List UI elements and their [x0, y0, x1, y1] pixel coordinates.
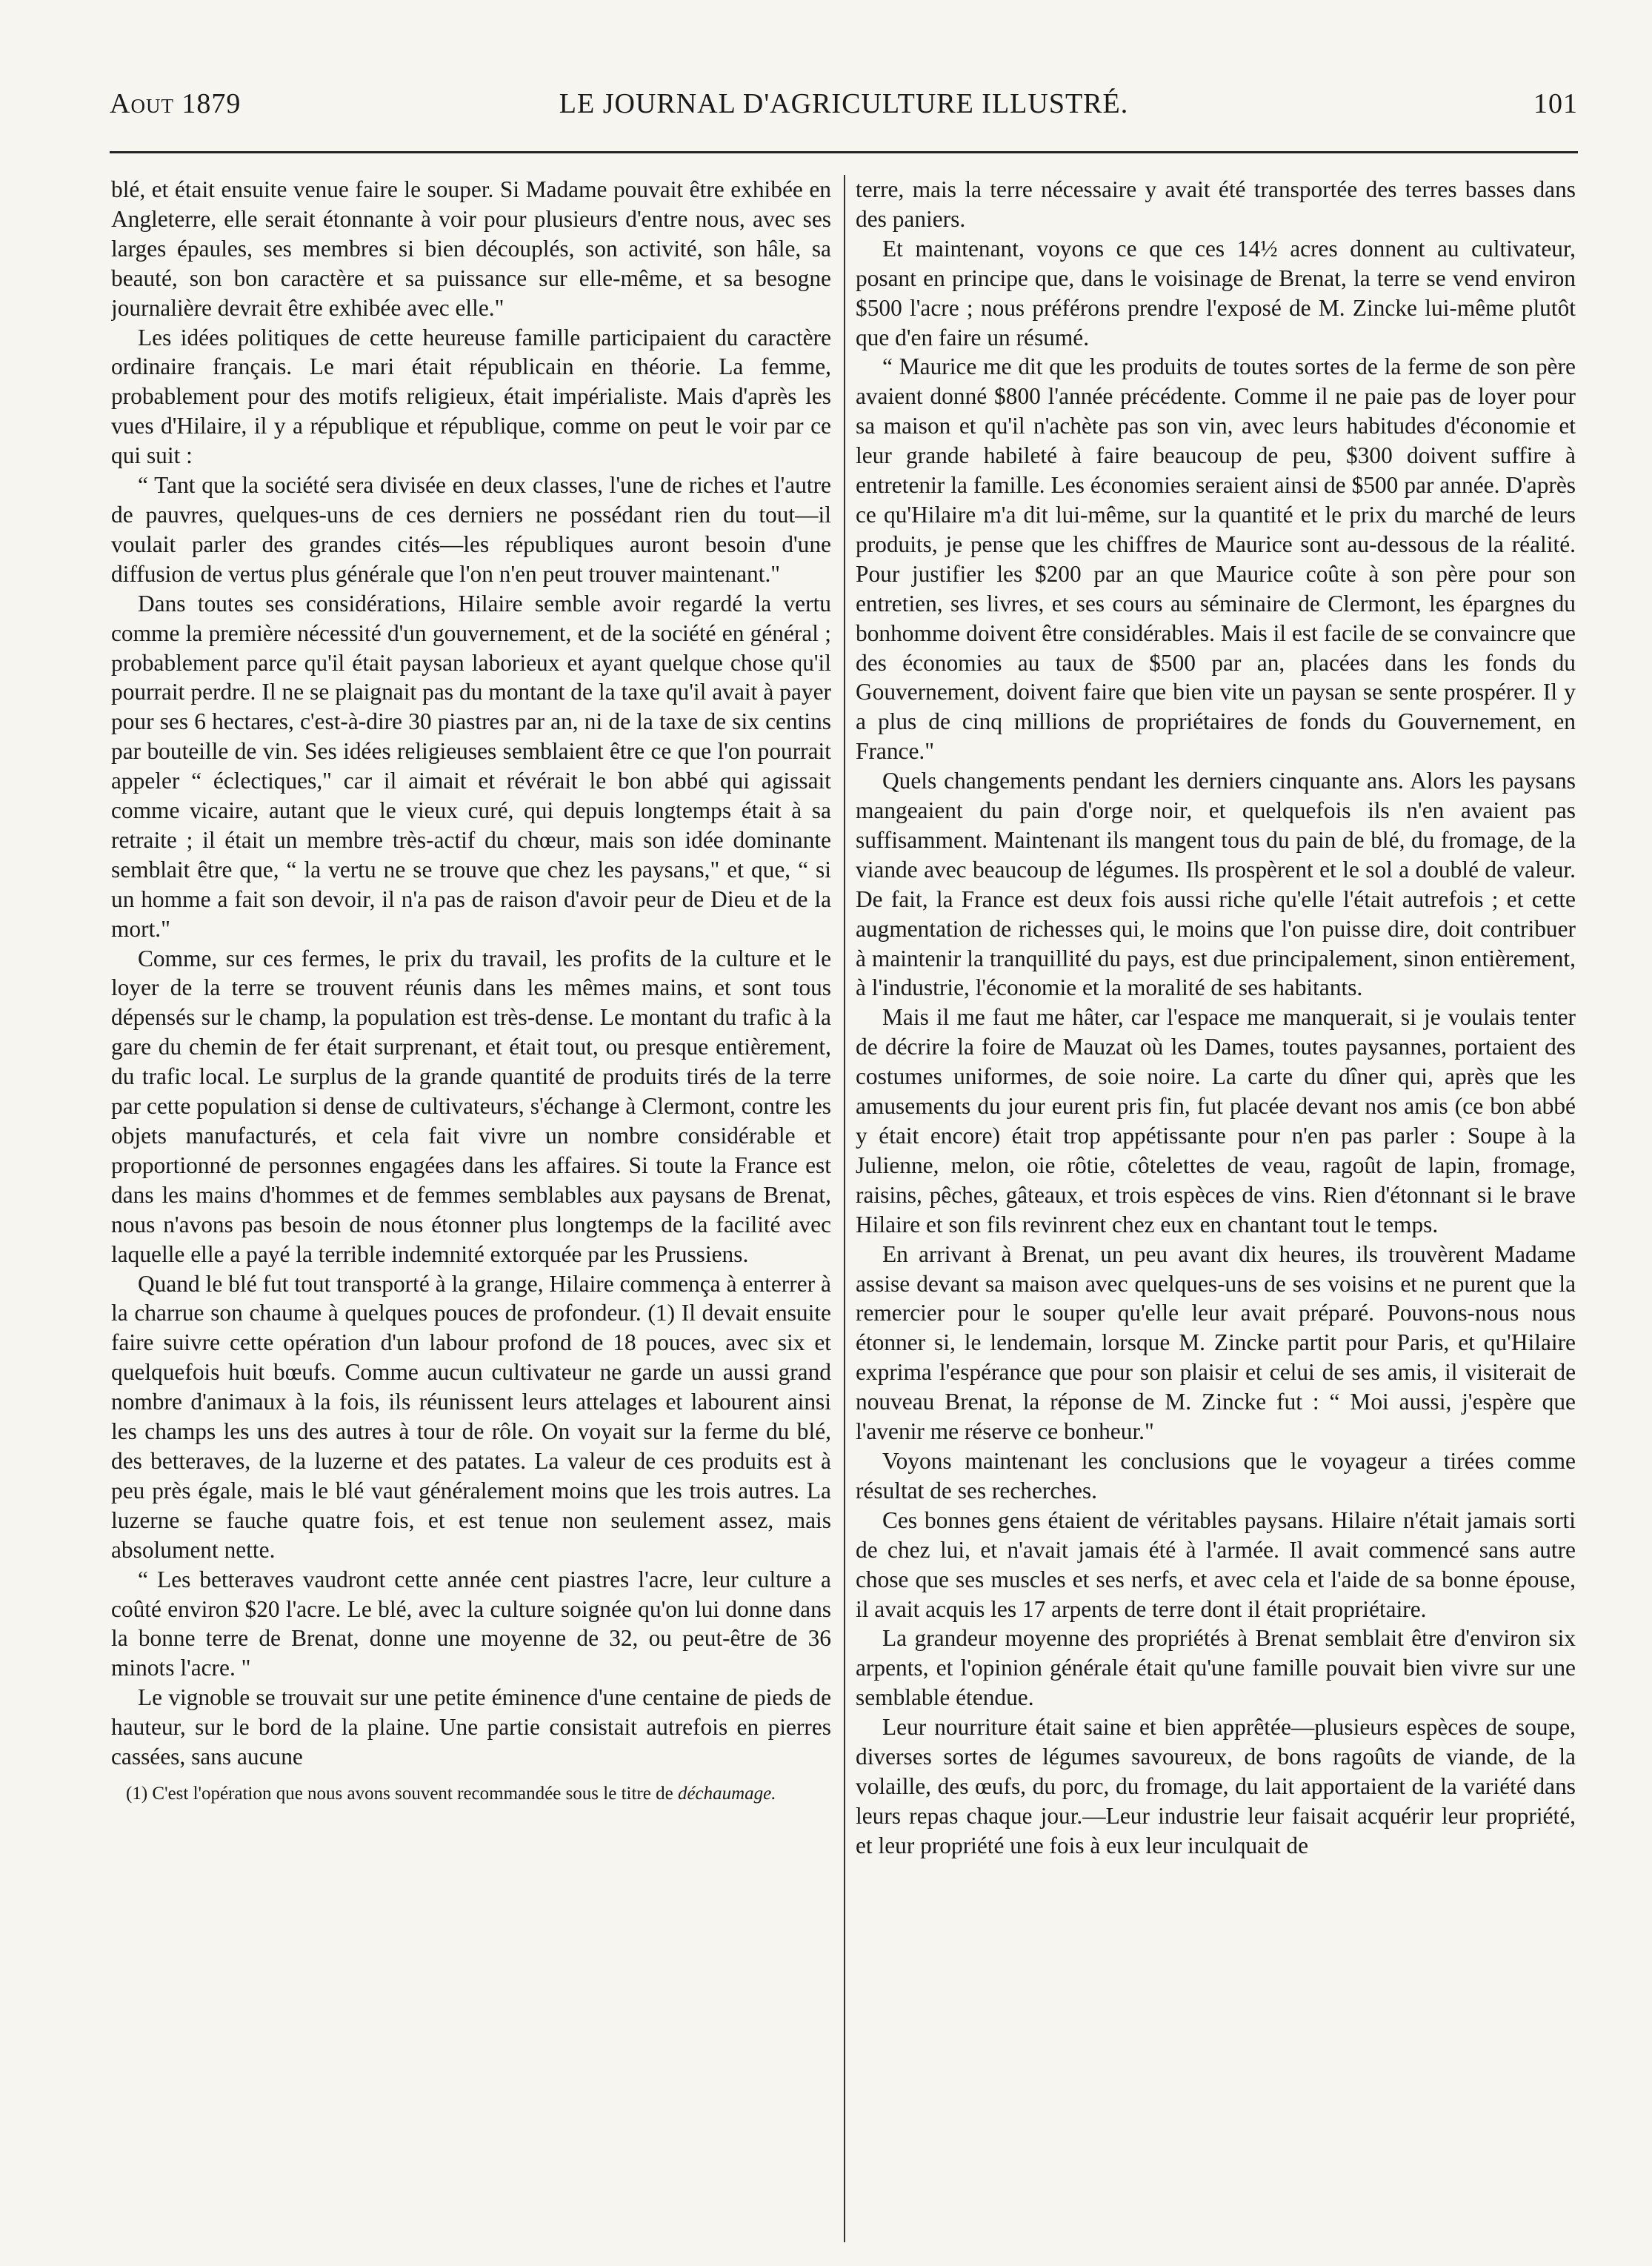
- page-header: [110, 87, 1578, 132]
- paragraph: Comme, sur ces fermes, le prix du travail, les profits de la culture et le loyer de la terre se trouvent réunis dans les mêmes mains, et sont tous dépensés sur le champ, la population est très-dense. Le montant du trafic à la gare du chemin de fer était surprenant, et était tout, ou presque entièrement, du trafic local. Le surplus de la grande quantité de produits tirés de la terre par cette population si dense de cultivateurs, s'échange à Clermont, contre les objets manufacturés, et cela fait vivre un nombre considérable et proportionné de personnes engagées dans les affaires. Si toute la France est dans les mains d'hommes et de femmes semblables aux paysans de Brenat, nous n'avons pas besoin de nous étonner plus longtemps de la facilité avec laquelle elle a payé la terrible indemnité extorquée par les Prussiens.: [111, 945, 831, 1267]
- paragraph: Leur nourriture était saine et bien apprêtée—plusieurs espèces de soupe, diverses sortes de légumes savoureux, de bons ragoûts de viande, de la volaille, des œufs, du porc, du fromage, du lait apportaient de la variété dans leurs repas chaque jour.—Leur industrie leur faisait acquérir leur propriété, et leur propriété une fois à eux leur inculquait de: [856, 1714, 1576, 1858]
- issue-date: Aout 1879: [110, 88, 242, 119]
- paragraph: En arrivant à Brenat, un peu avant dix heures, ils trouvèrent Madame assise devant sa maison avec quelques-uns de ses voisins et ne purent que la remercier pour le souper qu'elle leur avait préparé. Pouvons-nous nous étonner si, le lendemain, lorsque M. Zincke partit pour Paris, et qu'Hilaire exprima l'espérance que pour son plaisir et celui de ses amis, il visiterait de nouveau Brenat, la réponse de M. Zincke fut : “ Moi aussi, j'espère que l'avenir me réserve ce bonheur.": [856, 1240, 1576, 1445]
- column-divider: [844, 175, 845, 2242]
- footnote: [111, 1782, 831, 1805]
- paragraph: “ Maurice me dit que les produits de toutes sortes de la ferme de son père avaient donné $800 l'année précédente. Comme il ne paie pas de loyer pour sa maison et qu'il n'achète pas son vin, avec leurs habitudes d'économie et leur grande habileté à faire beaucoup de peu, $300 doivent suffire à entretenir la famille. Les économies seraient ainsi de $500 par année. D'après ce qu'Hilaire m'a dit lui-même, sur la quantité et le prix du marché de leurs produits, je pense que les chiffres de Maurice sont au-dessous de la réalité. Pour justifier les $200 par an que Maurice coûte à son père pour son entretien, ses livres, et ses cours au séminaire de Clermont, les épargnes du bonhomme doivent être considérables. Mais il est facile de se convaincre que des économies au taux de $500 par an, placées dans les fonds du Gouvernement, doivent faire que bien vite un paysan se sente prospérer. Il y a plus de cinq millions de propriétaires de fonds du Gouvernement, en France.": [856, 353, 1576, 765]
- paragraph: Le vignoble se trouvait sur une petite éminence d'une centaine de pieds de hauteur, sur le bord de la plaine. Une partie consistait autrefois en pierres cassées, sans aucune: [111, 1684, 831, 1770]
- left-column: [111, 175, 831, 2242]
- journal-title: LE JOURNAL D'AGRICULTURE ILLUSTRÉ.: [559, 88, 1129, 119]
- paragraph: Ces bonnes gens étaient de véritables paysans. Hilaire n'était jamais sorti de chez lui, et n'avait jamais été à l'armée. Il avait commencé sans autre chose que ses muscles et ses nerfs, et avec cela et l'aide de sa bonne épouse, il avait acquis les 17 arpents de terre dont il était propriétaire.: [856, 1506, 1576, 1622]
- footnote-text: (1) C'est l'opération que nous avons souvent recommandée sous le titre de: [126, 1783, 678, 1804]
- paragraph: terre, mais la terre nécessaire y avait été transportée des terres basses dans des paniers.: [856, 176, 1576, 232]
- paragraph: Dans toutes ses considérations, Hilaire semble avoir regardé la vertu comme la première nécessité d'un gouvernement, et de la société en général ; probablement parce qu'il était paysan laborieux et ayant quelque chose qu'il pourrait perdre. Il ne se plaignait pas du montant de la taxe qu'il avait à payer pour ses 6 hectares, c'est-à-dire 30 piastres par an, ni de la taxe de six centins par bouteille de vin. Ses idées religieuses semblaient être ce que l'on pourrait appeler “ éclectiques," car il aimait et révérait le bon abbé qui agissait comme vicaire, autant que le vieux curé, qui depuis longtemps était à sa retraite ; il était un membre très-actif du chœur, mais son idée dominante semblait être que, “ la vertu ne se trouve que chez les paysans," et que, “ si un homme a fait son devoir, il n'a pas de raison d'avoir peur de Dieu et de la mort.": [111, 590, 831, 942]
- paragraph: Mais il me faut me hâter, car l'espace me manquerait, si je voulais tenter de décrire la foire de Mauzat où les Dames, toutes paysannes, portaient des costumes uniformes, de soie noire. La carte du dîner qui, après que les amusements du jour eurent pris fin, fut placée devant nos amis (ce bon abbé y était encore) était trop appétissante pour n'en pas parler : Soupe à la Julienne, melon, oie rôtie, côtelettes de veau, ragoût de lapin, fromage, raisins, pêches, gâteaux, et trois espèces de vins. Rien d'étonnant si le brave Hilaire et son fils revinrent chez eux en chantant tout le temps.: [856, 1004, 1576, 1237]
- paragraph: “ Tant que la société sera divisée en deux classes, l'une de riches et l'autre de pauvres, quelques-uns de ces derniers ne possédant rien du tout—il voulait parler des grandes cités—les républiques auront besoin d'une diffusion de vertus plus générale que l'on n'en peut trouver maintenant.": [111, 472, 831, 587]
- footnote-emphasis: déchaumage.: [677, 1783, 776, 1804]
- paragraph: La grandeur moyenne des propriétés à Brenat semblait être d'environ six arpents, et l'opinion générale était qu'une famille pouvait bien vivre sur une semblable étendue.: [856, 1625, 1576, 1711]
- right-column: [856, 175, 1576, 2242]
- paragraph: Les idées politiques de cette heureuse famille participaient du caractère ordinaire français. Le mari était républicain en théorie. La femme, probablement pour des motifs religieux, était impérialiste. Mais d'après les vues d'Hilaire, il y a république et république, comme on peut le voir par ce qui suit :: [111, 324, 831, 469]
- paragraph: Et maintenant, voyons ce que ces 14½ acres donnent au cultivateur, posant en principe que, dans le voisinage de Brenat, la terre se vend environ $500 l'acre ; nous préférons prendre l'exposé de M. Zincke lui-même plutôt que d'en faire un résumé.: [856, 235, 1576, 350]
- paragraph: Quels changements pendant les derniers cinquante ans. Alors les paysans mangeaient du pain d'orge noir, et quelquefois ils n'en avaient pas suffisamment. Maintenant ils mangent tous du pain de blé, du fromage, de la viande avec beaucoup de légumes. Ils prospèrent et le sol a doublé de valeur. De fait, la France est deux fois aussi riche qu'elle l'était autrefois ; et cette augmentation de richesses qui, le moins que l'on puisse dire, doit contribuer à maintenir la tranquillité du pays, est due principalement, sinon entièrement, à l'industrie, l'économie et la moralité de ses habitants.: [856, 768, 1576, 1001]
- paragraph: Quand le blé fut tout transporté à la grange, Hilaire commença à enterrer à la charrue son chaume à quelques pouces de profondeur. (1) Il devait ensuite faire suivre cette opération d'un labour profond de 18 pouces, avec six et quelquefois huit bœufs. Comme aucun cultivateur ne garde un aussi grand nombre d'animaux à la fois, ils réunissent leurs attelages et labourent ainsi les champs les uns des autres à tour de rôle. On voyait sur la ferme du blé, des betteraves, de la luzerne et des patates. La valeur de ces produits est à peu près égale, mais le blé vaut généralement moins que les trois autres. La luzerne se fauche quatre fois, et est tenue non seulement assez, mais absolument nette.: [111, 1270, 831, 1563]
- page-number: 101: [1533, 88, 1578, 119]
- paragraph: blé, et était ensuite venue faire le souper. Si Madame pouvait être exhibée en Angleterre, elle serait étonnante à voir pour plusieurs d'entre nous, avec ses larges épaules, ses membres si bien découplés, son activité, son hâle, sa beauté, son bon caractère et sa puissance sur elle-même, et sa besogne journalière devrait être exhibée avec elle.": [111, 176, 831, 321]
- paragraph: Voyons maintenant les conclusions que le voyageur a tirées comme résultat de ses recherches.: [856, 1447, 1576, 1504]
- paragraph: “ Les betteraves vaudront cette année cent piastres l'acre, leur culture a coûté environ $20 l'acre. Le blé, avec la culture soignée qu'on lui donne dans la bonne terre de Brenat, donne une moyenne de 32, ou peut-être de 36 minots l'acre. ": [111, 1566, 831, 1681]
- header-rule: [110, 151, 1578, 153]
